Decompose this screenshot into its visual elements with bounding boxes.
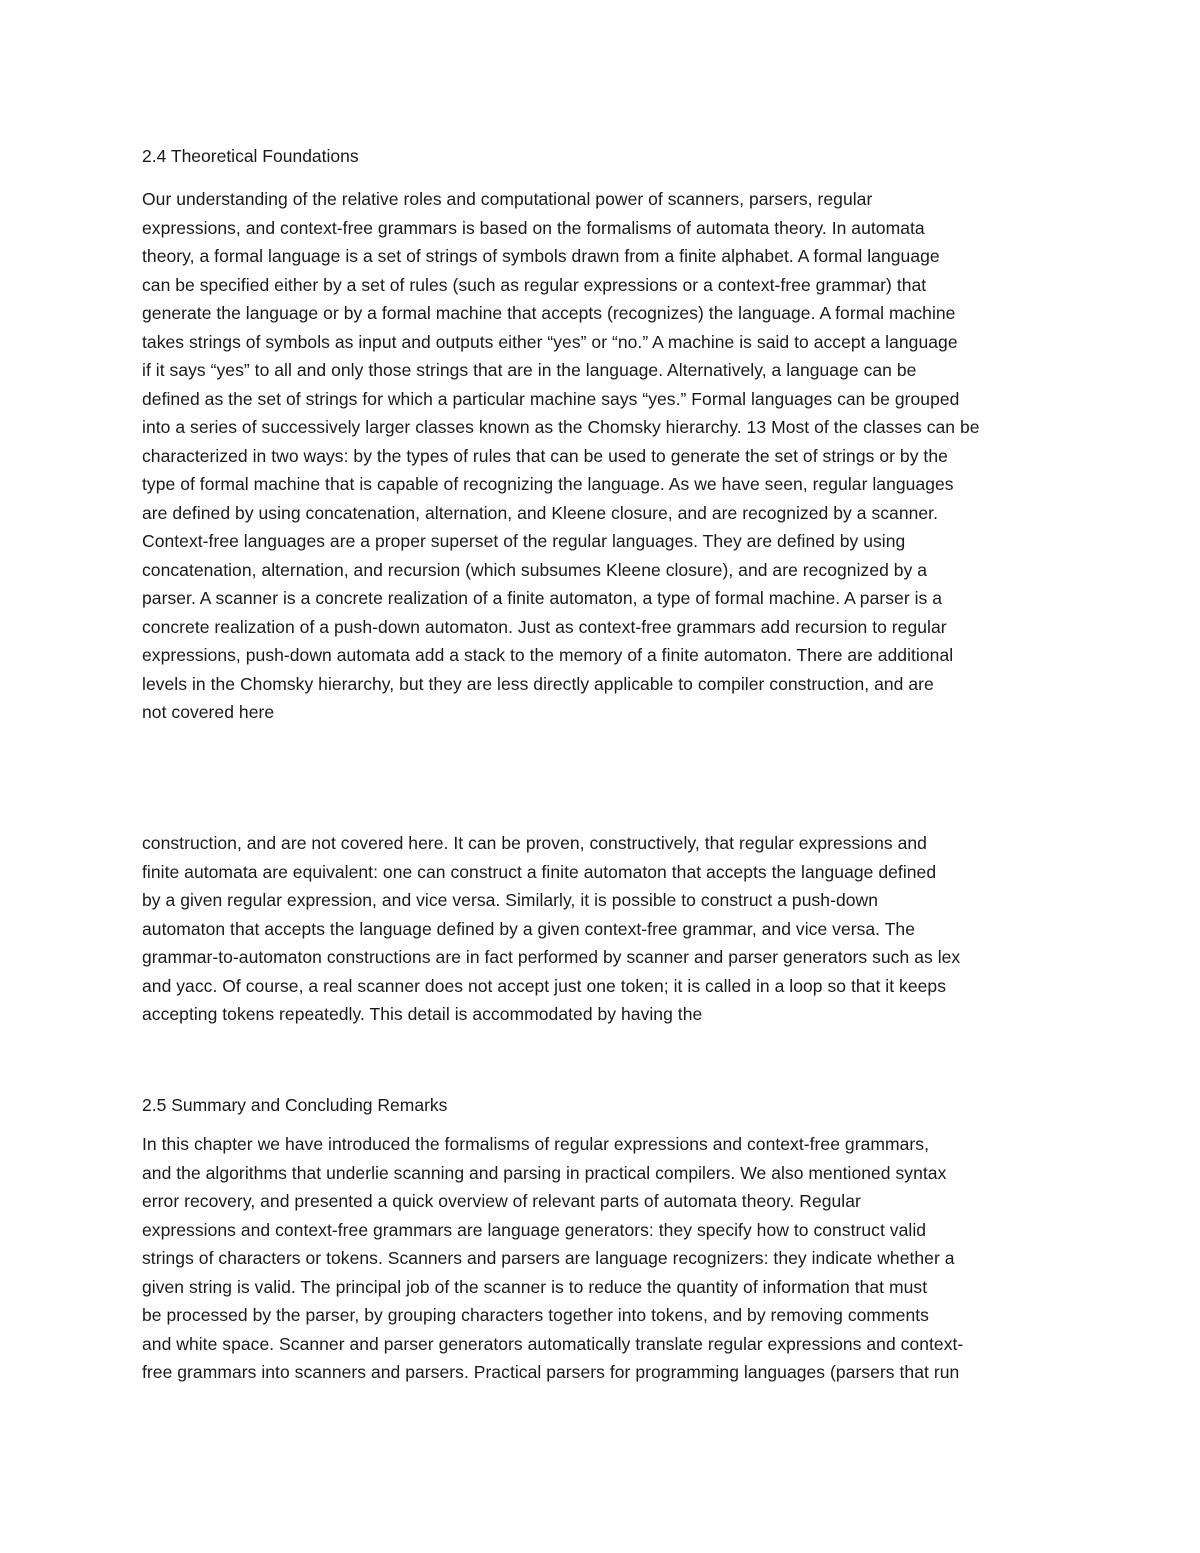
paragraph-line: parser. A scanner is a concrete realization of a finite automaton, a type of formal machine. A parser is a [142, 588, 943, 608]
paragraph-line: are defined by using concatenation, alternation, and Kleene closure, and are recognized by a scanner. [142, 502, 939, 523]
paragraph-continuation [142, 829, 1062, 1029]
paragraph-line: type of formal machine that is capable of recognizing the language. As we have seen, regular languages [142, 474, 954, 494]
paragraph-line: concrete realization of a push-down automaton. Just as context-free grammars add recursion to regular [142, 616, 947, 637]
paragraph-line: expressions, and context-free grammars is based on the formalisms of automata theory. In automata [142, 217, 925, 238]
paragraph-line: Context-free languages are a proper superset of the regular languages. They are defined by using [142, 531, 906, 551]
paragraph-line: free grammars into scanners and parsers. Practical parsers for programming languages (parsers that run [142, 1362, 960, 1382]
paragraph-line: given string is valid. The principal job of the scanner is to reduce the quantity of information that must [142, 1276, 928, 1297]
paragraph-line: and yacc. Of course, a real scanner does not accept just one token; it is called in a loop so that it keeps [142, 975, 946, 996]
paragraph-line: construction, and are not covered here. It can be proven, constructively, that regular expressions and [142, 833, 927, 853]
paragraph-line: characterized in two ways: by the types of rules that can be used to generate the set of strings or by the [142, 445, 948, 466]
paragraph-line: be processed by the parser, by grouping characters together into tokens, and by removing comments [142, 1305, 929, 1325]
paragraph-line: into a series of successively larger classes known as the Chomsky hierarchy. 13 Most of the classes can be [142, 417, 980, 437]
paragraph-line: expressions and context-free grammars are language generators: they specify how to construct valid [142, 1219, 927, 1240]
paragraph-line: defined as the set of strings for which a particular machine says “yes.” Formal languages can be grouped [142, 388, 960, 409]
section-heading-theoretical-foundations: 2.4 Theoretical Foundations [142, 146, 359, 166]
paragraph-line: finite automata are equivalent: one can construct a finite automaton that accepts the language defined [142, 861, 937, 882]
paragraph-line: takes strings of symbols as input and outputs either “yes” or “no.” A machine is said to accept a language [142, 331, 958, 352]
paragraph-line: by a given regular expression, and vice versa. Similarly, it is possible to construct a push-down [142, 890, 878, 910]
paragraph-summary [142, 1130, 1062, 1387]
paragraph-line: error recovery, and presented a quick overview of relevant parts of automata theory. Regular [142, 1191, 861, 1211]
paragraph-line: concatenation, alternation, and recursion (which subsumes Kleene closure), and are recognized by a [142, 559, 928, 580]
paragraph-line: accepting tokens repeatedly. This detail is accommodated by having the [142, 1004, 703, 1024]
section-heading-summary: 2.5 Summary and Concluding Remarks [142, 1095, 448, 1115]
paragraph-line: automaton that accepts the language defined by a given context-free grammar, and vice versa. The [142, 918, 915, 939]
paragraph-line: In this chapter we have introduced the formalisms of regular expressions and context-free grammars, [142, 1134, 929, 1154]
paragraph-line: if it says “yes” to all and only those strings that are in the language. Alternatively, a language can be [142, 360, 917, 380]
paragraph-line: strings of characters or tokens. Scanners and parsers are language recognizers: they indicate whether a [142, 1248, 955, 1268]
paragraph-line: expressions, push-down automata add a stack to the memory of a finite automaton. There are additional [142, 645, 954, 665]
paragraph-line: levels in the Chomsky hierarchy, but they are less directly applicable to compiler construction, and are [142, 673, 934, 694]
paragraph-theoretical-foundations [142, 185, 1062, 727]
paragraph-line: and white space. Scanner and parser generators automatically translate regular expressions and context- [142, 1333, 964, 1354]
paragraph-line: Our understanding of the relative roles and computational power of scanners, parsers, regular [142, 189, 873, 209]
paragraph-line: generate the language or by a formal machine that accepts (recognizes) the language. A formal machine [142, 303, 956, 323]
paragraph-line: can be specified either by a set of rules (such as regular expressions or a context-free grammar) that [142, 274, 927, 295]
paragraph-line: not covered here [142, 702, 275, 722]
paragraph-line: grammar-to-automaton constructions are in fact performed by scanner and parser generators such as lex [142, 947, 961, 967]
paragraph-line: theory, a formal language is a set of strings of symbols drawn from a finite alphabet. A formal language [142, 246, 940, 266]
paragraph-line: and the algorithms that underlie scanning and parsing in practical compilers. We also mentioned syntax [142, 1162, 947, 1183]
